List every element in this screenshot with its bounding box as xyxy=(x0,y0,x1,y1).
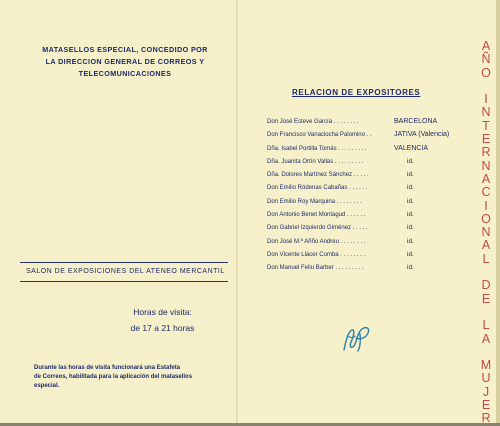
exhibitor-name: Dña. Juanita Ortín Vallas . . . . . . . . . xyxy=(267,158,364,165)
salon-top-rule xyxy=(20,262,228,263)
exhibitor-city: JATIVA (Valencia) xyxy=(394,131,450,139)
exhibitor-city: id. xyxy=(407,157,414,165)
vertical-title-letter: C xyxy=(481,185,491,200)
notice-line-2: LA DIRECCION GENERAL DE CORREOS Y xyxy=(45,57,205,66)
exhibitor-name: Don José Esteve García . . . . . . . . xyxy=(267,119,359,125)
postmark-notice xyxy=(20,44,230,80)
vertical-title-letter: T xyxy=(482,118,490,133)
vertical-title-letter: I xyxy=(484,198,488,213)
exhibitor-name: Don Francisco Vanaclocha Palomino . . xyxy=(267,132,372,139)
vertical-title-letter: N xyxy=(481,158,491,173)
vertical-title-letter: A xyxy=(481,171,491,186)
vertical-title-letter: E xyxy=(481,132,491,147)
vertical-title-letter xyxy=(476,266,496,279)
exhibitor-city: id. xyxy=(407,171,414,179)
exhibitor-row xyxy=(267,239,467,252)
vertical-title-letter: A xyxy=(481,238,491,253)
exhibitor-name: Dña. Dolores Martínez Sánchez . . . . . xyxy=(267,172,369,179)
exhibitor-name: Don Emilio Roy Marquina . . . . . . . . xyxy=(267,198,362,205)
vertical-title-letter: E xyxy=(481,291,491,306)
exhibitor-name: Don José M.ª Añño Andreu . . . . . . . . xyxy=(267,238,366,245)
vertical-title-letter: L xyxy=(482,251,490,266)
vertical-title-letter: J xyxy=(482,384,490,399)
vertical-title xyxy=(476,39,496,426)
exhibitor-city: id. xyxy=(407,211,414,219)
salon-bottom-rule xyxy=(20,281,228,282)
exhibitor-city: id. xyxy=(407,224,414,232)
visiting-hours xyxy=(105,304,220,336)
exhibitor-row xyxy=(267,225,467,238)
page-edge xyxy=(496,0,500,423)
exhibitor-row xyxy=(267,159,467,172)
hours-label: Horas de visita: xyxy=(133,307,192,317)
notice-line-1: MATASELLOS ESPECIAL, CONCEDIDO POR xyxy=(42,45,208,54)
notice-line-3: TELECOMUNICACIONES xyxy=(78,69,172,78)
vertical-title-letter: I xyxy=(484,92,488,107)
exhibitor-row xyxy=(267,212,467,225)
exhibitor-row xyxy=(267,252,467,265)
exhibitor-row xyxy=(267,146,467,159)
exhibitor-name: Dña. Isabel Portilla Tomás . . . . . . . . . xyxy=(267,145,367,152)
exhibitor-city: id. xyxy=(407,237,414,245)
vertical-title-letter: U xyxy=(481,371,491,386)
vertical-title-letter: A xyxy=(481,331,491,346)
exhibitor-name: Don Antonio Benet Montagud . . . . . . xyxy=(267,212,366,219)
exhibitor-list xyxy=(267,119,467,279)
exhibitor-name: Don Manuel Feliu Barber . . . . . . . . . xyxy=(267,265,364,272)
vertical-title-letter: A xyxy=(481,39,491,53)
exhibitor-name: Don Gabriel Izquierdo Giménez . . . . . xyxy=(267,225,368,232)
exhibitor-row xyxy=(267,119,467,132)
vertical-title-letter: M xyxy=(480,358,492,373)
footer-line-1: Durante las horas de visita funcionará una Estafeta xyxy=(34,365,181,371)
post-office-note xyxy=(34,364,224,391)
vertical-title-letter: O xyxy=(481,65,491,80)
exhibitor-city: id. xyxy=(407,184,414,192)
vertical-title-letter: L xyxy=(482,318,490,333)
salon-title: SALON DE EXPOSICIONES DEL ATENEO MERCANTIL xyxy=(26,268,225,275)
vertical-title-letter: D xyxy=(481,278,491,293)
exhibitors-title: RELACION DE EXPOSITORES xyxy=(292,88,421,97)
exhibitor-city: VALENCIA xyxy=(394,144,429,152)
exhibitor-name: Don Vicente Llácer Comba . . . . . . . . xyxy=(267,251,366,258)
footer-line-3: especial. xyxy=(34,383,60,389)
exhibitor-city: BARCELONA xyxy=(394,118,438,125)
exhibitor-row xyxy=(267,199,467,212)
vertical-title-letter xyxy=(476,346,496,359)
exhibitor-row xyxy=(267,185,467,198)
exhibitor-name: Don Emilio Ródenas Cabañas . . . . . . xyxy=(267,185,368,192)
vertical-title-letter: N xyxy=(481,105,491,120)
hours-value: de 17 a 21 horas xyxy=(130,323,195,333)
vertical-title-letter: R xyxy=(481,411,491,426)
footer-line-2: de Correos, habilitada para la aplicación del matasellos xyxy=(34,374,193,380)
exhibitor-row xyxy=(267,132,467,145)
vertical-title-letter: R xyxy=(481,145,491,160)
exhibitor-row xyxy=(267,172,467,185)
exhibitor-city: id. xyxy=(407,250,414,258)
vertical-title-letter: N xyxy=(481,225,491,240)
calligraphic-monogram-icon xyxy=(338,320,374,354)
vertical-title-letter: Ñ xyxy=(481,52,491,67)
vertical-title-letter xyxy=(476,80,496,93)
vertical-title-letter: O xyxy=(481,211,491,226)
exhibitor-row xyxy=(267,265,467,278)
vertical-title-letter xyxy=(476,306,496,319)
exhibitor-city: id. xyxy=(407,264,414,272)
vertical-title-letter: E xyxy=(481,398,491,413)
exhibitor-city: id. xyxy=(407,197,414,205)
